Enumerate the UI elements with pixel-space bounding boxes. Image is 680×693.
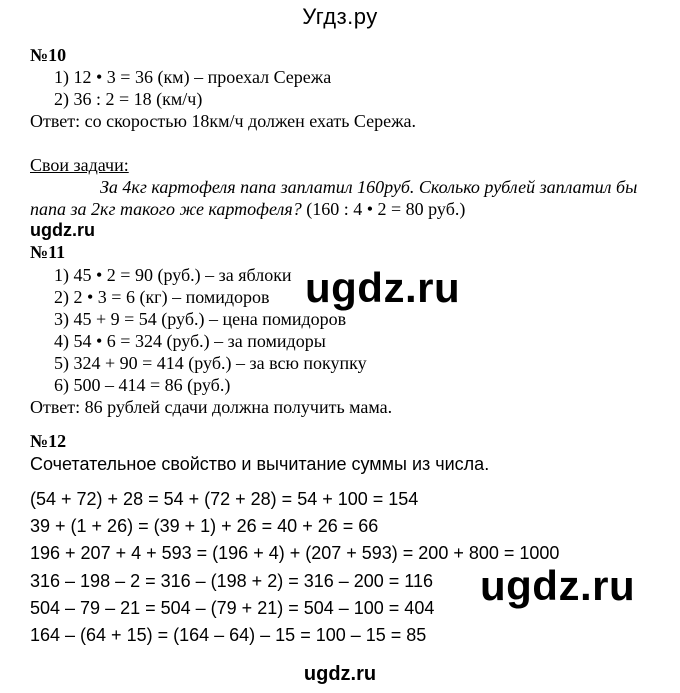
task-12-number: №12 [30,431,67,451]
watermark-2: ugdz.ru [480,562,636,609]
watermark-1: ugdz.ru [305,264,461,311]
task-12-line-2: 39 + (1 + 26) = (39 + 1) + 26 = 40 + 26 = 66 [30,516,379,536]
task-10-step-2: 2) 36 : 2 = 18 (км/ч) [54,89,203,109]
own-task-solution: (160 : 4 • 2 = 80 руб.) [301,199,466,219]
task-12-line-3: 196 + 207 + 4 + 593 = (196 + 4) + (207 + 593) = 200 + 800 = 1000 [30,543,560,563]
task-10-answer: Ответ: со скоростью 18км/ч должен ехать Сережа. [30,111,417,131]
task-10-number: №10 [30,45,67,65]
task-12-line-5: 504 – 79 – 21 = 504 – (79 + 21) = 504 – 100 = 404 [30,598,435,618]
task-11-step-2: 2) 2 • 3 = 6 (кг) – помидоров [54,287,270,307]
task-11-step-1: 1) 45 • 2 = 90 (руб.) – за яблоки [54,265,292,285]
site-header: Угдз.ру [302,4,378,29]
site-footer: ugdz.ru [303,663,377,685]
task-12-line-4: 316 – 198 – 2 = 316 – (198 + 2) = 316 – 200 = 116 [30,571,434,591]
task-12-line-6: 164 – (64 + 15) = (164 – 64) – 15 = 100 – 15 = 85 [30,625,427,645]
brand-small-text: ugdz.ru [30,220,95,240]
task-11-number: №11 [30,242,66,262]
task-11-step-5: 5) 324 + 90 = 414 (руб.) – за всю покупку [54,353,367,373]
own-task-line-2 [30,198,465,220]
task-11-answer: Ответ: 86 рублей сдачи должна получить мама. [30,397,393,417]
task-10-step-1: 1) 12 • 3 = 36 (км) – проехал Сережа [54,67,332,87]
task-11-step-4: 4) 54 • 6 = 324 (руб.) – за помидоры [54,331,326,351]
own-task-question: папа за 2кг такого же картофеля? [30,199,302,219]
task-12-title: Сочетательное свойство и вычитание суммы из числа. [30,454,490,474]
own-task-line-1: За 4кг картофеля папа заплатил 160руб. Сколько рублей заплатил бы [100,177,638,197]
own-tasks-heading: Свои задачи: [30,155,129,175]
task-11-step-3: 3) 45 + 9 = 54 (руб.) – цена помидоров [54,309,347,329]
task-11-step-6: 6) 500 – 414 = 86 (руб.) [54,375,231,395]
task-12-line-1: (54 + 72) + 28 = 54 + (72 + 28) = 54 + 100 = 154 [30,489,419,509]
